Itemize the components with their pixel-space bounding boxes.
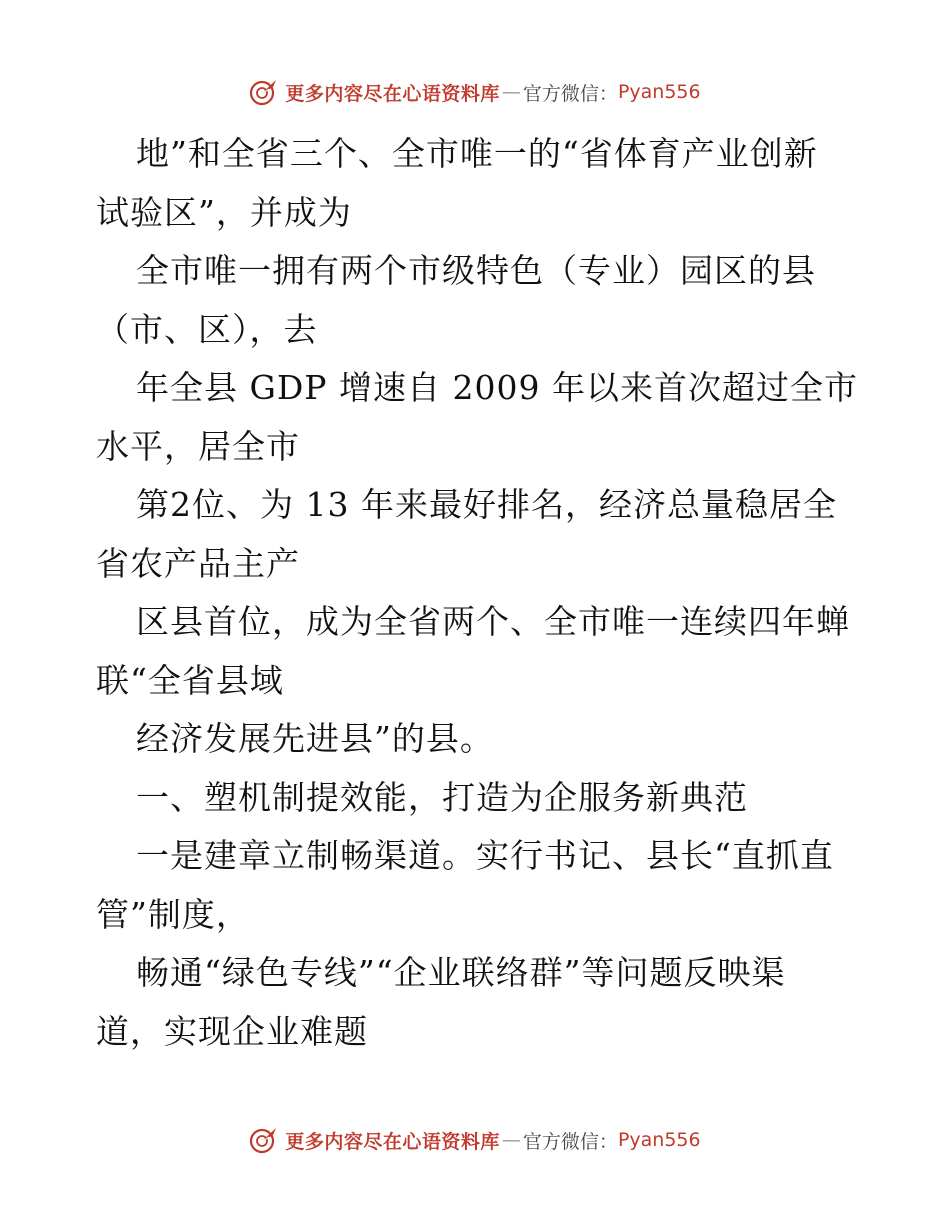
text-line: 道，实现企业难题 [96, 1011, 368, 1051]
document-body [96, 125, 856, 1061]
text-line: （市、区），去 [96, 309, 318, 349]
watermark-official-label: 官方微信： [522, 82, 618, 105]
text-line: 水平，居全市 [96, 426, 300, 466]
quill-logo-icon [249, 1125, 279, 1155]
text-line: 地”和全省三个、全市唯一的“省体育产业创新 [136, 134, 818, 173]
quill-logo-icon [249, 77, 279, 107]
text-line: 省农产品主产 [96, 543, 300, 583]
watermark-wechat-id: Pyan556 [617, 1129, 701, 1151]
watermark-official-label: 官方微信： [522, 1130, 618, 1153]
text-line: 联“全省县域 [96, 660, 284, 700]
watermark-dash: — [501, 1129, 521, 1151]
text-line: 全市唯一拥有两个市级特色（专业）园区的县 [136, 251, 816, 290]
watermark-brand: 更多内容尽在心语资料库 [285, 1130, 500, 1153]
text-line: 第2位、为 13 年来最好排名，经济总量稳居全 [136, 485, 837, 524]
watermark-dash: — [501, 81, 521, 103]
text-line: 管”制度， [96, 894, 250, 934]
watermark-wechat-id: Pyan556 [617, 81, 701, 103]
text-line: 畅通“绿色专线”“企业联络群”等问题反映渠 [136, 953, 786, 992]
watermark-brand: 更多内容尽在心语资料库 [285, 82, 500, 105]
header-watermark [0, 72, 950, 112]
text-line: 试验区”，并成为 [96, 192, 352, 232]
text-line: 经济发展先进县”的县。 [136, 719, 494, 758]
section-heading: 一、塑机制提效能，打造为企服务新典范 [136, 777, 748, 817]
text-line: 一是建章立制畅渠道。实行书记、县长“直抓直 [136, 836, 834, 875]
text-line: 年全县 GDP 增速自 2009 年以来首次超过全市 [136, 368, 858, 407]
text-line: 区县首位，成为全省两个、全市唯一连续四年蝉 [136, 602, 850, 641]
footer-watermark [0, 1120, 950, 1160]
